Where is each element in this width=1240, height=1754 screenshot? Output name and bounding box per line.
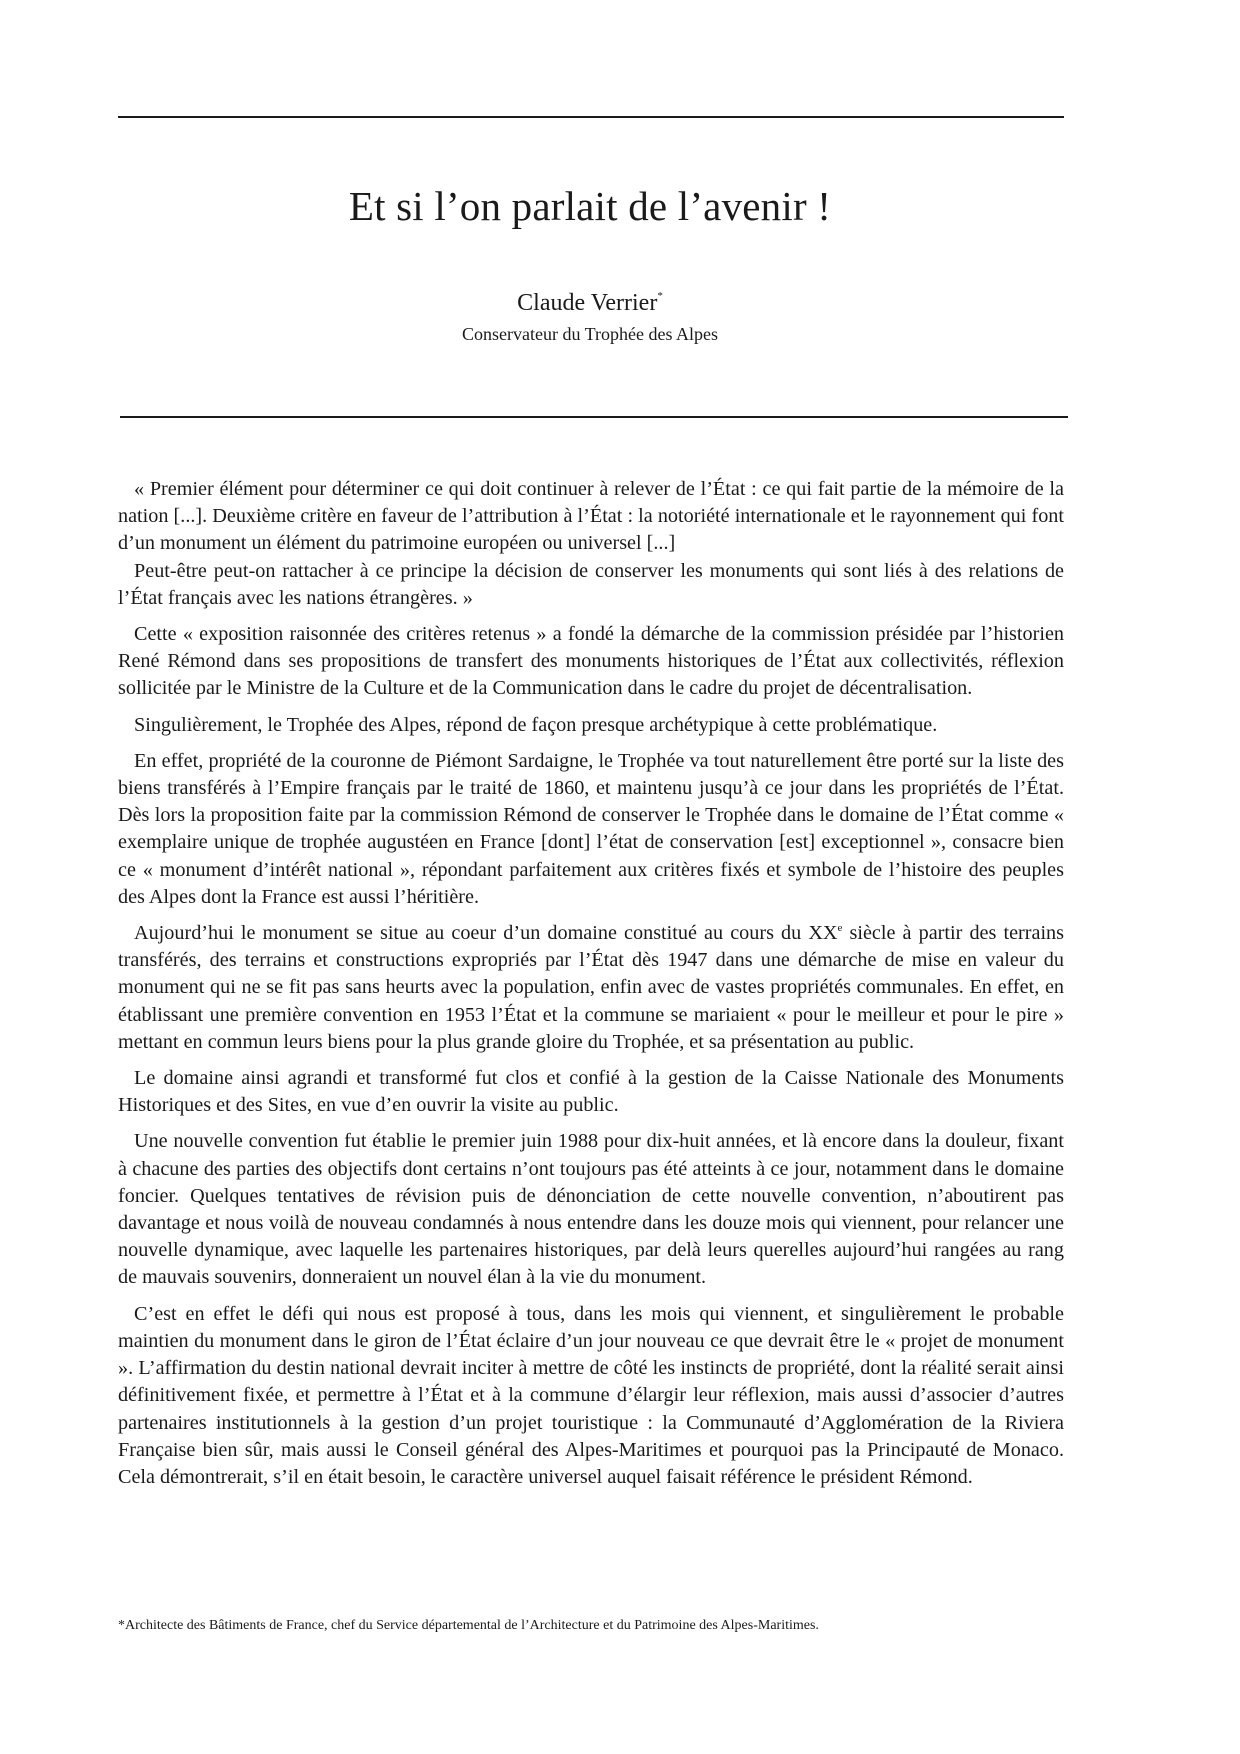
paragraph [118,920,1064,1056]
author-name: Claude Verrier [517,290,658,316]
paragraph: C’est en effet le défi qui nous est proposé à tous, dans les mois qui viennent, et singulièrement le probable maintien du monument dans le giron de l’État éclaire d’un jour nouveau ce que devrait être le « projet de monument ». L’affirmation du destin national devrait inciter à mettre de côté les instincts de propriété, dont la réalité serait ainsi définitivement fixée, et permettre à l’État et à la commune d’élargir leur réflexion, mais aussi d’associer d’autres partenaires institutionnels à la gestion d’un projet touristique : la Communauté d’Agglomération de la Riviera Française bien sûr, mais aussi le Conseil général des Alpes-Maritimes et pourquoi pas la Principauté de Monaco. Cela démontrerait, s’il en était besoin, le caractère universel auquel faisait référence le président Rémond. [118,1302,1064,1488]
paragraph: Singulièrement, le Trophée des Alpes, répond de façon presque archétypique à cette problématique. [134,713,938,736]
paragraph: « Premier élément pour déterminer ce qui doit continuer à relever de l’État : ce qui fait partie de la mémoire de la nation [...]. Deuxième critère en faveur de l’attribution à l’État : la notoriété internationale et le rayonnement qui font d’un monument un élément du patrimoine européen ou universel [...] [118,478,1064,555]
author-line [0,290,1180,317]
paragraph-text: siècle à partir des terrains transférés, des terrains et constructions expropriés par l’État dès 1947 dans une démarche de mise en valeur du monument qui ne se fit pas sans heurts avec la population, enfin avec de vastes propriétés communales. En effet, en établissant une première convention en 1953 l’État et la commune se mariaient « pour le meilleur et pour le pire » mettant en commun leurs biens pour la plus grande gloire du Trophée, et sa présentation au public. [118,922,1065,1053]
author-role: Conservateur du Trophée des Alpes [462,324,718,344]
century-superscript: e [837,922,843,935]
article-title: Et si l’on parlait de l’avenir ! [348,183,832,229]
paragraph: Le domaine ainsi agrandi et transformé fut clos et confié à la gestion de la Caisse Nationale des Monuments Historiques et des Sites, en vue d’en ouvrir la visite au public. [118,1067,1064,1117]
author-footnote-marker: * [657,290,663,302]
paragraph-text: Aujourd’hui le monument se situe au coeur d’un domaine constitué au cours du XX [134,922,838,945]
paragraph: En effet, propriété de la couronne de Piémont Sardaigne, le Trophée va tout naturellement être porté sur la liste des biens transférés à l’Empire français par le traité de 1860, et maintenu jusqu’à ce jour dans les propriétés de l’État. Dès lors la proposition faite par la commission Rémond de conserver le Trophée dans le domaine de l’État comme « exemplaire unique de trophée augustéen en France [dont] l’état de conservation [est] exceptionnel », consacre bien ce « monument d’intérêt national », répondant parfaitement aux critères fixés et symbole de l’histoire des peuples des Alpes dont la France est aussi l’héritière. [118,749,1064,908]
article-body [118,476,1064,1491]
bottom-rule [120,416,1068,418]
paragraph: Une nouvelle convention fut établie le premier juin 1988 pour dix-huit années, et là encore dans la douleur, fixant à chacune des parties des objectifs dont certains n’ont toujours pas été atteints à ce jour, notamment dans le domaine foncier. Quelques tentatives de révision puis de dénonciation de cette nouvelle convention, n’aboutirent pas davantage et nous voilà de nouveau condamnés à nous entendre dans les douze mois qui viennent, pour relancer une nouvelle dynamique, avec laquelle les partenaires historiques, par delà leurs querelles aujourd’hui rangées au rang de mauvais souvenirs, donneraient un nouvel élan à la vie du monument. [118,1130,1064,1289]
top-rule [118,116,1064,118]
paragraph: Cette « exposition raisonnée des critères retenus » a fondé la démarche de la commission présidée par l’historien René Rémond dans ses propositions de transfert des monuments historiques de l’État aux collectivités, réflexion sollicitée par le Ministre de la Culture et de la Communication dans le cadre du projet de décentralisation. [118,623,1064,700]
footnote: *Architecte des Bâtiments de France, chef du Service départemental de l’Architecture et du Patrimoine des Alpes-Maritimes. [118,1618,819,1633]
paragraph: Peut-être peut-on rattacher à ce principe la décision de conserver les monuments qui sont liés à des relations de l’État français avec les nations étrangères. » [118,559,1064,609]
